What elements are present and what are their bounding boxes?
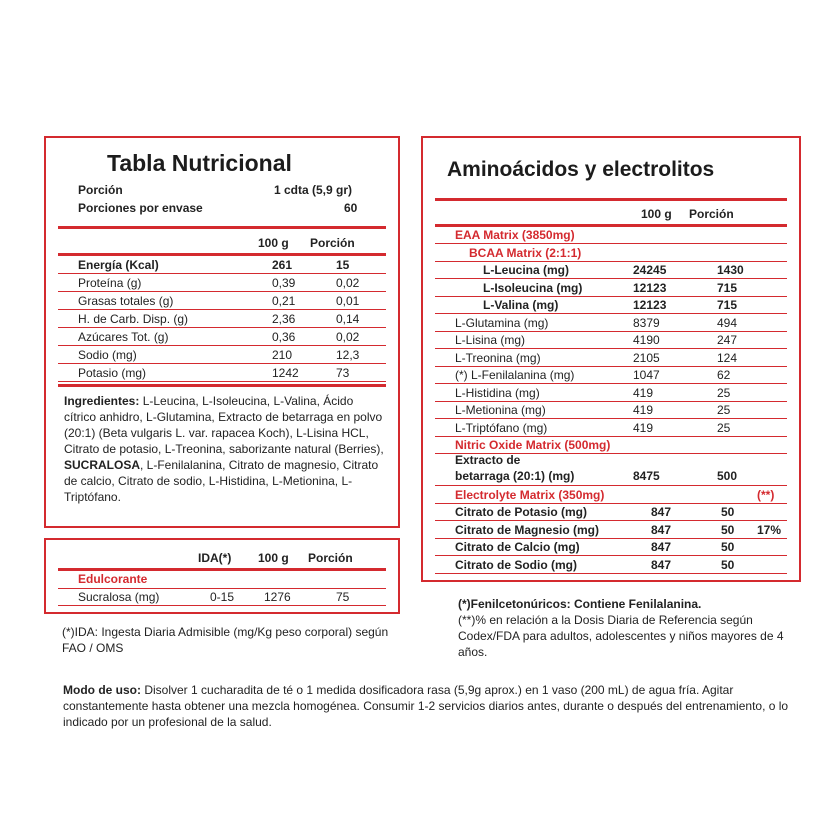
extract-row xyxy=(435,452,787,486)
table-row xyxy=(435,280,787,297)
row-label: Citrato de Calcio (mg) xyxy=(455,540,580,554)
amino-title: Aminoácidos y electrolitos xyxy=(447,158,715,181)
divider xyxy=(435,198,787,201)
row-value-portion: 0,02 xyxy=(336,276,360,290)
row-label: Sodio (mg) xyxy=(78,348,137,362)
row-label: Proteína (g) xyxy=(78,276,142,290)
row-value-portion: 0,02 xyxy=(336,330,360,344)
table-row xyxy=(58,365,386,382)
row-value-portion: 494 xyxy=(717,315,738,330)
row-label: L-Triptófano (mg) xyxy=(455,420,548,435)
table-row xyxy=(58,257,386,274)
row-value-100g: 1047 xyxy=(633,368,660,382)
sucralose-100g: 1276 xyxy=(264,590,291,604)
divider xyxy=(58,253,386,256)
ingredients-sucralose: SUCRALOSA xyxy=(64,458,141,472)
serving-value: 1 cdta (5,9 gr) xyxy=(274,183,353,197)
row-value-portion: 25 xyxy=(717,420,731,435)
table-row xyxy=(435,539,787,556)
sweetener-row xyxy=(58,588,386,606)
ingredients-label: Ingredientes: xyxy=(64,394,140,408)
row-value-100g: 0,21 xyxy=(272,294,296,308)
table-row xyxy=(435,332,787,349)
row-value-portion: 0,14 xyxy=(336,312,360,326)
row-value-portion: 25 xyxy=(717,403,731,417)
electrolyte-label: Electrolyte Matrix (350mg) xyxy=(455,488,605,502)
row-value-100g: 847 xyxy=(651,540,672,554)
table-row xyxy=(435,557,787,574)
row-value-100g: 24245 xyxy=(633,263,667,277)
row-label: Citrato de Potasio (mg) xyxy=(455,505,588,519)
amino-rows xyxy=(435,227,787,454)
sweetener-section-label: Edulcorante xyxy=(78,572,148,586)
row-value-portion: 50 xyxy=(721,540,735,554)
row-value-100g: 210 xyxy=(272,348,293,362)
row-label: (*) L-Fenilalanina (mg) xyxy=(455,368,575,382)
row-label: BCAA Matrix (2:1:1) xyxy=(469,245,582,260)
row-label: L-Valina (mg) xyxy=(483,298,559,312)
row-label: L-Leucina (mg) xyxy=(483,263,569,277)
table-row xyxy=(435,350,787,367)
divider xyxy=(58,226,386,229)
row-value-portion: 0,01 xyxy=(336,294,360,308)
row-value-portion: 50 xyxy=(721,522,735,537)
row-value-100g: 261 xyxy=(272,258,293,272)
row-label: L-Glutamina (mg) xyxy=(455,315,549,330)
col-100g-header: 100 g xyxy=(258,236,289,250)
extract-label-line2: betarraga (20:1) (mg) xyxy=(455,469,575,483)
row-value-percent: 17% xyxy=(757,522,782,537)
row-value-portion: 15 xyxy=(336,258,350,272)
row-value-portion: 715 xyxy=(717,280,738,295)
ingredients-part2: , L-Fenilalanina, Citrato de magnesio, Citrato de calcio, Citrato de sodio, L-Histidina, L-Metionina, L-Triptófano. xyxy=(64,458,379,504)
row-label: Potasio (mg) xyxy=(78,366,147,380)
col-portion-header: Porción xyxy=(310,236,355,250)
row-value-100g: 0,39 xyxy=(272,276,296,290)
electrolyte-row xyxy=(435,487,787,504)
servings-value: 60 xyxy=(344,201,358,215)
row-label: Azúcares Tot. (g) xyxy=(78,330,169,344)
table-row xyxy=(435,315,787,332)
section-row xyxy=(435,227,787,244)
row-label: H. de Carb. Disp. (g) xyxy=(78,312,189,326)
table-row xyxy=(435,402,787,419)
row-value-100g: 419 xyxy=(633,403,654,417)
row-value-portion: 12,3 xyxy=(336,348,360,362)
row-value-portion: 715 xyxy=(717,298,738,312)
extract-portion: 500 xyxy=(717,469,738,483)
usage-label: Modo de uso: xyxy=(63,683,141,697)
row-value-100g: 4190 xyxy=(633,333,660,347)
ingredients-text xyxy=(64,393,384,505)
row-value-portion: 1430 xyxy=(717,263,744,277)
row-label: L-Metionina (mg) xyxy=(455,403,546,417)
table-row xyxy=(435,367,787,384)
row-value-100g: 1242 xyxy=(272,366,299,380)
col-100g-header: 100 g xyxy=(258,551,289,565)
col-portion-header: Porción xyxy=(689,207,734,221)
row-value-100g: 419 xyxy=(633,385,654,400)
row-value-100g: 847 xyxy=(651,505,672,519)
row-value-portion: 124 xyxy=(717,350,738,365)
row-label: L-Isoleucina (mg) xyxy=(483,280,583,295)
col-100g-header: 100 g xyxy=(641,207,672,221)
row-label: L-Lisina (mg) xyxy=(455,333,526,347)
row-value-portion: 73 xyxy=(336,366,350,380)
nutrition-table xyxy=(44,136,400,528)
section-row xyxy=(435,245,787,262)
usage-body: Disolver 1 cucharadita de té o 1 medida dosificadora rasa (5,9g aprox.) en 1 vaso (200 mL) de agua fría. Agitar constantemente hasta obtener una mezcla homogénea. Consumir 1-2 servicios diarios antes, durante o después del entrenamiento, o lo indicado por un profesional de la salud. xyxy=(63,683,789,729)
table-row xyxy=(435,522,787,539)
table-row xyxy=(58,311,386,328)
row-value-100g: 419 xyxy=(633,420,654,435)
table-row xyxy=(435,504,787,521)
divider xyxy=(58,384,386,387)
row-label: L-Treonina (mg) xyxy=(455,350,541,365)
sucralose-portion: 75 xyxy=(336,590,350,604)
row-value-100g: 847 xyxy=(651,522,672,537)
col-ida-header: IDA(*) xyxy=(198,551,232,565)
extract-100g: 8475 xyxy=(633,469,660,483)
table-row xyxy=(58,347,386,364)
row-label: Citrato de Magnesio (mg) xyxy=(455,522,600,537)
nutrition-rows xyxy=(58,257,386,382)
electrolyte-rows xyxy=(435,504,787,574)
row-value-portion: 50 xyxy=(721,557,735,572)
ingredients-part1: L-Leucina, L-Isoleucina, L-Valina, Ácido cítrico anhidro, L-Glutamina, Extracto de betarraga en polvo (20:1) (Beta vulgaris L. var. rapacea Koch), L-Lisina HCL, Citrato de potasio, L-Treonina, saborizante natural (Berries), xyxy=(64,394,384,456)
ida-footnote: (*)IDA: Ingesta Diaria Admisible (mg/Kg peso corporal) según FAO / OMS xyxy=(62,625,389,655)
sucralose-label: Sucralosa (mg) xyxy=(78,590,160,604)
table-row xyxy=(435,297,787,314)
usage-text xyxy=(63,682,793,730)
row-value-portion: 62 xyxy=(717,368,731,382)
table-row xyxy=(435,420,787,437)
table-row xyxy=(58,293,386,310)
row-label: Nitric Oxide Matrix (500mg) xyxy=(455,438,611,452)
row-value-100g: 8379 xyxy=(633,315,660,330)
row-label: Energía (Kcal) xyxy=(78,258,159,272)
row-value-100g: 12123 xyxy=(633,298,667,312)
extract-label-line1: Extracto de xyxy=(455,453,521,467)
row-value-portion: 247 xyxy=(717,333,738,347)
row-value-portion: 25 xyxy=(717,385,731,400)
table-row xyxy=(435,385,787,402)
col-portion-header: Porción xyxy=(308,551,353,565)
reference-note: (**)% en relación a la Dosis Diaria de Referencia según Codex/FDA para adultos, adolescentes y niños mayores de 4 años. xyxy=(458,613,784,659)
row-value-portion: 50 xyxy=(721,505,735,519)
row-value-100g: 12123 xyxy=(633,280,667,295)
row-value-100g: 2,36 xyxy=(272,312,296,326)
electrolyte-note: (**) xyxy=(757,488,775,502)
row-label: L-Histidina (mg) xyxy=(455,385,540,400)
row-label: Citrato de Sodio (mg) xyxy=(455,557,577,572)
table-row xyxy=(435,262,787,279)
row-value-100g: 2105 xyxy=(633,350,660,365)
amino-table xyxy=(421,136,801,582)
nutrition-title: Tabla Nutricional xyxy=(107,150,292,176)
phenylalanine-note: (*)Fenilcetonúricos: Contiene Fenilalanina. xyxy=(458,597,702,611)
servings-label: Porciones por envase xyxy=(78,201,203,215)
sucralose-ida: 0-15 xyxy=(210,590,235,604)
sweetener-table xyxy=(44,538,400,614)
row-label: Grasas totales (g) xyxy=(78,294,174,308)
table-row xyxy=(58,329,386,346)
serving-label: Porción xyxy=(78,183,123,197)
row-value-100g: 847 xyxy=(651,557,672,572)
row-label: EAA Matrix (3850mg) xyxy=(455,228,575,242)
row-value-100g: 0,36 xyxy=(272,330,296,344)
table-row xyxy=(58,275,386,292)
